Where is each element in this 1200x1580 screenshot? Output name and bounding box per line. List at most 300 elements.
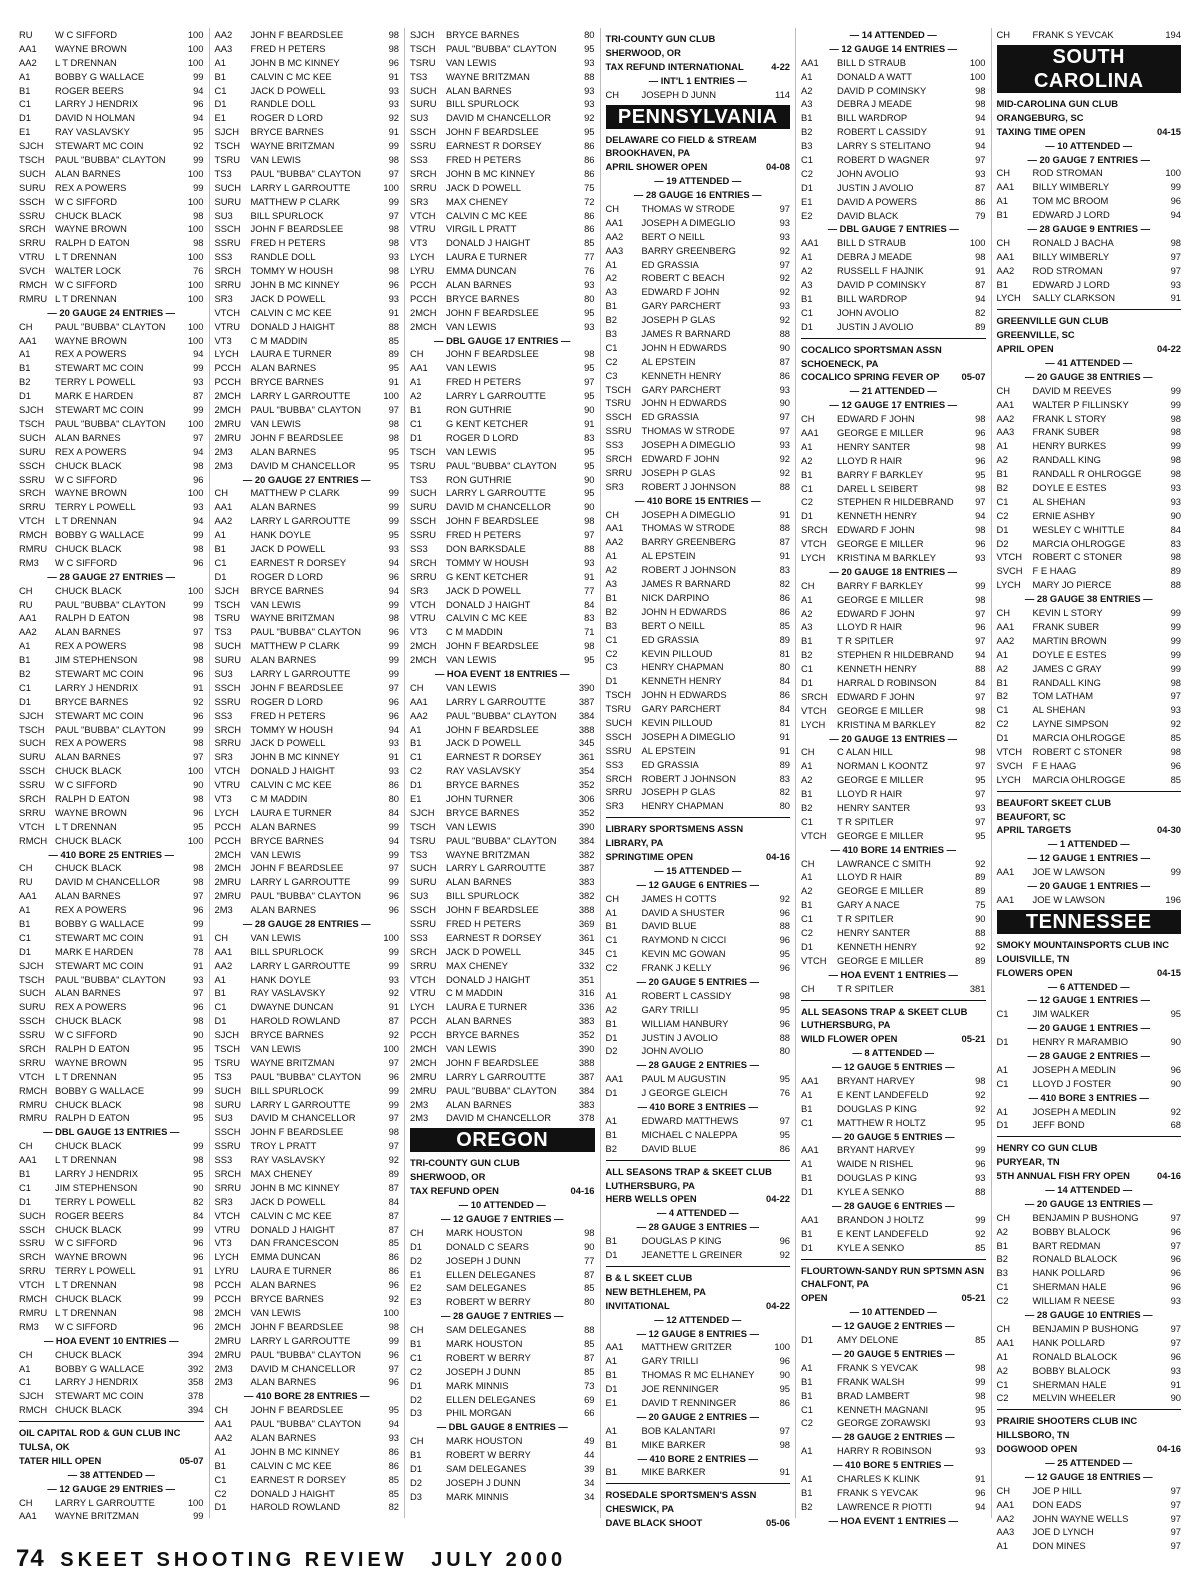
score: 99 bbox=[388, 640, 399, 652]
class-code: C1 bbox=[996, 495, 1009, 507]
result-row bbox=[606, 605, 791, 619]
club-location: ORANGEBURG, SC bbox=[996, 111, 1084, 123]
shooter-name: DOYLE E ESTES bbox=[1032, 482, 1107, 494]
score: 91 bbox=[584, 417, 595, 429]
event-subheading: — 20 GAUGE 13 ENTRIES — bbox=[1024, 1197, 1153, 1209]
score: 95 bbox=[193, 1056, 204, 1068]
score: 91 bbox=[975, 126, 986, 138]
shooter-name: AMY DELONE bbox=[837, 1334, 899, 1346]
result-row bbox=[801, 111, 986, 125]
score: 97 bbox=[388, 1056, 399, 1068]
class-code: CH bbox=[996, 1211, 1011, 1223]
class-code: C3 bbox=[605, 661, 618, 673]
result-row bbox=[215, 820, 400, 834]
shooter-name: WESLEY C WHITTLE bbox=[1032, 523, 1125, 535]
score: 100 bbox=[187, 584, 204, 596]
score: 98 bbox=[193, 1015, 204, 1027]
shooter-name: DAVID M CHANCELLOR bbox=[250, 459, 356, 471]
class-code: SS3 bbox=[410, 931, 428, 943]
club-name: HENRY CO GUN CLUB bbox=[996, 1142, 1098, 1154]
score: 85 bbox=[388, 1237, 399, 1249]
result-row bbox=[215, 389, 400, 403]
shooter-name: LARRY L GARROUTTE bbox=[250, 1098, 351, 1110]
shooter-name: DONALD J HAIGHT bbox=[446, 237, 531, 249]
shooter-name: LARRY L GARROUTTE bbox=[55, 1496, 155, 1508]
club-location: LUTHERSBURG, PA bbox=[605, 1179, 695, 1191]
shooter-name: FRED H PETERS bbox=[446, 529, 522, 541]
result-row bbox=[19, 1098, 204, 1112]
event-subheading: — 28 GAUGE 7 ENTRIES — bbox=[441, 1310, 564, 1322]
score: 99 bbox=[193, 529, 204, 541]
shooter-name: BRYCE BARNES bbox=[446, 29, 520, 40]
result-row bbox=[410, 1295, 595, 1309]
score: 87 bbox=[779, 536, 790, 548]
shooter-name: EDWARD J LORD bbox=[1032, 278, 1110, 290]
shooter-name: T R SPITLER bbox=[837, 913, 894, 925]
class-code: LYCH bbox=[410, 251, 435, 263]
class-code: SRRU bbox=[410, 959, 437, 971]
event-date: 05-06 bbox=[766, 1517, 790, 1529]
class-code: VTCH bbox=[801, 704, 827, 716]
result-row bbox=[19, 222, 204, 236]
result-row bbox=[215, 1028, 400, 1042]
shooter-name: LAWRANCE C SMITH bbox=[837, 857, 931, 869]
shooter-name: VAN LEWIS bbox=[446, 320, 497, 332]
class-code: VT3 bbox=[214, 792, 232, 804]
score: 98 bbox=[975, 1389, 986, 1401]
result-row bbox=[410, 1028, 595, 1042]
class-code: D1 bbox=[996, 1119, 1009, 1131]
score: 76 bbox=[193, 265, 204, 277]
class-code: B1 bbox=[410, 1449, 422, 1461]
class-code: AA1 bbox=[605, 216, 624, 228]
class-code: AA1 bbox=[996, 250, 1015, 262]
shooter-name: ALAN BARNES bbox=[55, 626, 121, 638]
shooter-name: SALLY CLARKSON bbox=[1032, 292, 1116, 304]
score: 87 bbox=[388, 1181, 399, 1193]
event-subheading: — 20 GAUGE 24 ENTRIES — bbox=[47, 306, 176, 318]
club-name: ALL SEASONS TRAP & SKEET CLUB bbox=[801, 1005, 968, 1017]
shooter-name: ALAN BARNES bbox=[446, 1098, 512, 1110]
score: 93 bbox=[975, 167, 986, 179]
score: 390 bbox=[578, 820, 595, 832]
result-row bbox=[606, 744, 791, 758]
class-code: B2 bbox=[605, 1142, 617, 1154]
score: 87 bbox=[584, 1351, 595, 1363]
score: 91 bbox=[1170, 1378, 1181, 1390]
shooter-name: DEBRA J MEADE bbox=[837, 251, 913, 263]
result-row bbox=[19, 667, 204, 681]
class-code: E1 bbox=[214, 112, 226, 124]
shooter-name: GEORGE E MILLER bbox=[837, 885, 924, 897]
shooter-name: L T DRENNAN bbox=[55, 251, 117, 263]
class-code: CH bbox=[19, 862, 33, 874]
shooter-name: ELLEN DELEGANES bbox=[446, 1393, 536, 1405]
result-row bbox=[606, 383, 791, 397]
result-row bbox=[19, 473, 204, 487]
class-code: CH bbox=[410, 348, 424, 360]
shooter-name: ALAN BARNES bbox=[55, 167, 121, 179]
score: 99 bbox=[388, 140, 399, 152]
shooter-name: VAN LEWIS bbox=[250, 848, 301, 860]
result-row bbox=[606, 688, 791, 702]
shooter-name: BOBBY G WALLACE bbox=[55, 70, 145, 82]
result-row bbox=[19, 556, 204, 570]
score: 91 bbox=[193, 959, 204, 971]
score: 93 bbox=[193, 376, 204, 388]
class-code: PCCH bbox=[410, 1029, 437, 1041]
result-row bbox=[19, 417, 204, 431]
result-row bbox=[410, 167, 595, 181]
shooter-name: SAM DELEGANES bbox=[446, 1282, 527, 1294]
score: 92 bbox=[1170, 1105, 1181, 1117]
result-row bbox=[215, 986, 400, 1000]
class-code: B1 bbox=[214, 987, 226, 999]
shooter-name: ALAN BARNES bbox=[446, 279, 512, 291]
shooter-name: JOHN F BEARDSLEE bbox=[250, 223, 344, 235]
score: 100 bbox=[383, 390, 399, 402]
class-code: RMCH bbox=[19, 279, 48, 291]
shooter-name: BRYCE BARNES bbox=[250, 834, 324, 846]
score: 97 bbox=[975, 690, 986, 702]
result-row bbox=[997, 453, 1182, 467]
class-code: E1 bbox=[410, 1268, 422, 1280]
result-row bbox=[606, 1368, 791, 1382]
score: 91 bbox=[1170, 292, 1181, 304]
class-code: B1 bbox=[605, 1017, 617, 1029]
score: 93 bbox=[1170, 704, 1181, 716]
class-code: C2 bbox=[801, 167, 813, 179]
class-code: SURU bbox=[19, 751, 46, 763]
class-code: D1 bbox=[19, 1195, 31, 1207]
result-row bbox=[410, 28, 595, 42]
result-row bbox=[19, 347, 204, 361]
shooter-name: MARY JO PIERCE bbox=[1032, 579, 1112, 591]
class-code: CH bbox=[996, 236, 1011, 248]
result-row bbox=[19, 792, 204, 806]
score: 85 bbox=[584, 1282, 595, 1294]
result-row bbox=[410, 250, 595, 264]
event-subheading: — DBL GAUGE 8 ENTRIES — bbox=[436, 1421, 568, 1433]
score: 89 bbox=[1170, 565, 1181, 577]
score: 93 bbox=[388, 84, 399, 96]
shooter-name: CHUCK BLACK bbox=[55, 1293, 122, 1305]
score: 90 bbox=[779, 1369, 790, 1381]
class-code: B1 bbox=[605, 1235, 617, 1247]
shooter-name: ALAN BARNES bbox=[250, 1431, 317, 1443]
shooter-name: JOHN F BEARDSLEE bbox=[250, 29, 344, 40]
result-row bbox=[801, 412, 986, 426]
class-code: SURU bbox=[214, 1098, 242, 1110]
score: 96 bbox=[388, 890, 399, 902]
score: 92 bbox=[975, 940, 986, 952]
class-code: C2 bbox=[410, 765, 422, 777]
class-code: C2 bbox=[801, 496, 813, 508]
shooter-name: AL EPSTEIN bbox=[641, 744, 696, 756]
score: 86 bbox=[779, 605, 790, 617]
result-row bbox=[997, 1322, 1182, 1336]
state-header: SOUTH CAROLINA bbox=[997, 45, 1182, 93]
result-row bbox=[801, 1213, 986, 1227]
score: 91 bbox=[779, 1466, 790, 1478]
class-code: SRCH bbox=[19, 1043, 46, 1055]
result-row bbox=[997, 509, 1182, 523]
score: 92 bbox=[779, 244, 790, 256]
class-code: C1 bbox=[605, 948, 618, 960]
score: 94 bbox=[193, 84, 204, 96]
shooter-name: BILLY WIMBERLY bbox=[1032, 250, 1110, 262]
class-code: SUCH bbox=[410, 862, 437, 874]
class-code: SSRU bbox=[214, 695, 241, 707]
shooter-name: JOHN B MC KINNEY bbox=[446, 167, 536, 179]
result-row bbox=[19, 514, 204, 528]
shooter-name: W C SIFFORD bbox=[55, 1237, 117, 1249]
class-code: SRCH bbox=[410, 556, 437, 568]
shooter-name: DOUGLAS P KING bbox=[837, 1172, 918, 1184]
shooter-name: CHUCK BLACK bbox=[55, 1015, 122, 1027]
result-row bbox=[19, 459, 204, 473]
result-row bbox=[19, 695, 204, 709]
score: 92 bbox=[388, 1154, 399, 1166]
score: 96 bbox=[193, 709, 204, 721]
class-code: C2 bbox=[996, 718, 1009, 730]
class-code: B1 bbox=[19, 918, 31, 929]
event-subheading: — 20 GAUGE 5 ENTRIES — bbox=[832, 1347, 955, 1359]
result-row bbox=[19, 750, 204, 764]
shoot-event bbox=[997, 1169, 1182, 1183]
class-code: C1 bbox=[605, 633, 618, 645]
class-code: CH bbox=[19, 584, 33, 596]
shooter-name: DON MINES bbox=[1032, 1540, 1086, 1552]
score: 98 bbox=[975, 593, 986, 605]
shooter-name: T R SPITLER bbox=[837, 982, 894, 994]
shooter-name: DAVID T RENNINGER bbox=[641, 1396, 737, 1408]
class-code: SURU bbox=[19, 445, 46, 457]
class-code: D2 bbox=[410, 1476, 422, 1488]
shooter-name: MARK HOUSTON bbox=[446, 1226, 523, 1238]
shooter-name: CALVIN C MC KEE bbox=[250, 70, 332, 82]
score: 98 bbox=[193, 737, 204, 749]
result-row bbox=[19, 1000, 204, 1014]
shooter-name: HENRY SANTER bbox=[837, 440, 911, 452]
score: 384 bbox=[578, 834, 595, 846]
class-code: 2MRU bbox=[214, 1348, 242, 1360]
result-row bbox=[410, 945, 595, 959]
score: 99 bbox=[193, 723, 204, 735]
shooter-name: MAX CHENEY bbox=[446, 195, 508, 207]
shooter-name: REX A POWERS bbox=[55, 181, 127, 193]
shooter-name: PAUL "BUBBA" CLAYTON bbox=[55, 417, 166, 429]
shooter-name: MAX CHENEY bbox=[446, 959, 508, 971]
club-location: CHALFONT, PA bbox=[801, 1278, 870, 1290]
shooter-name: JUSTIN J AVOLIO bbox=[641, 1031, 718, 1043]
class-code: D1 bbox=[605, 675, 618, 687]
result-row bbox=[997, 1225, 1182, 1239]
score: 98 bbox=[975, 746, 986, 758]
shooter-name: PAUL "BUBBA" CLAYTON bbox=[55, 598, 166, 610]
score: 96 bbox=[779, 1355, 790, 1367]
result-row bbox=[801, 607, 986, 621]
class-code: CH bbox=[410, 1324, 424, 1336]
score: 96 bbox=[1170, 1225, 1181, 1237]
shooter-name: FRANK J KELLY bbox=[641, 962, 712, 974]
result-row bbox=[19, 1153, 204, 1167]
result-row bbox=[410, 542, 595, 556]
score: 96 bbox=[1170, 1267, 1181, 1279]
result-row bbox=[215, 1111, 400, 1125]
score: 86 bbox=[388, 1445, 399, 1457]
class-code: A1 bbox=[19, 1362, 31, 1374]
class-code: B1 bbox=[605, 591, 617, 603]
event-subheading: — 20 GAUGE 1 ENTRIES — bbox=[1027, 880, 1150, 892]
class-code: PCCH bbox=[214, 820, 242, 832]
result-row bbox=[410, 695, 595, 709]
club-location: LUTHERSBURG, PA bbox=[801, 1019, 891, 1031]
score: 98 bbox=[779, 989, 790, 1001]
score: 97 bbox=[193, 431, 204, 443]
shooter-name: PAUL "BUBBA" CLAYTON bbox=[250, 1418, 362, 1430]
shooter-name: FRANK WALSH bbox=[837, 1375, 905, 1387]
result-row bbox=[801, 125, 986, 139]
result-row bbox=[410, 153, 595, 167]
score: 95 bbox=[779, 948, 790, 960]
shooter-name: GEORGE E MILLER bbox=[837, 704, 924, 716]
result-row bbox=[410, 584, 595, 598]
class-code: B1 bbox=[605, 920, 617, 932]
result-row bbox=[606, 933, 791, 947]
club-name: TRI-COUNTY GUN CLUB bbox=[605, 33, 716, 44]
shooter-name: LARRY L GARROUTTE bbox=[250, 667, 351, 679]
score: 85 bbox=[1170, 773, 1181, 785]
result-row bbox=[19, 1014, 204, 1028]
result-row bbox=[606, 1382, 791, 1396]
class-code: CH bbox=[410, 681, 424, 693]
shooter-name: W C SIFFORD bbox=[55, 1029, 117, 1041]
score: 98 bbox=[193, 459, 204, 471]
results-page bbox=[14, 28, 1186, 1552]
class-code: B1 bbox=[801, 1486, 813, 1498]
result-row bbox=[801, 139, 986, 153]
class-code: B1 bbox=[214, 542, 226, 554]
club-location: TULSA, OK bbox=[19, 1440, 70, 1452]
class-code: A1 bbox=[605, 1424, 617, 1436]
shooter-name: DOYLE E ESTES bbox=[1032, 648, 1107, 660]
club-location: SCHOENECK, PA bbox=[801, 357, 879, 369]
page-footer bbox=[16, 1545, 566, 1573]
result-row bbox=[801, 634, 986, 648]
shooter-name: WAYNE BRITZMAN bbox=[446, 848, 530, 860]
score: 91 bbox=[779, 550, 790, 562]
result-row bbox=[215, 1000, 400, 1014]
score: 97 bbox=[1170, 1322, 1181, 1334]
class-code: AA2 bbox=[410, 709, 428, 721]
score: 87 bbox=[975, 279, 986, 291]
result-row bbox=[606, 1031, 791, 1045]
class-code: D1 bbox=[996, 732, 1009, 744]
score: 86 bbox=[779, 1142, 790, 1154]
result-row bbox=[801, 676, 986, 690]
result-row bbox=[997, 893, 1182, 907]
shoot-event bbox=[997, 823, 1182, 837]
shooter-name: MARK HOUSTON bbox=[446, 1435, 523, 1447]
score: 90 bbox=[1170, 509, 1181, 521]
result-row bbox=[410, 486, 595, 500]
class-code: TSCH bbox=[19, 973, 45, 985]
score: 96 bbox=[975, 454, 986, 466]
result-row bbox=[801, 982, 986, 996]
shooter-name: MATTHEW P CLARK bbox=[250, 195, 340, 207]
score: 86 bbox=[779, 1396, 790, 1408]
class-code: A1 bbox=[214, 973, 226, 985]
score: 95 bbox=[1170, 1008, 1181, 1020]
result-row bbox=[215, 1487, 400, 1501]
class-code: SU3 bbox=[214, 1112, 233, 1124]
score: 93 bbox=[1170, 278, 1181, 290]
result-row bbox=[801, 884, 986, 898]
result-row bbox=[410, 70, 595, 84]
event-date: 4-22 bbox=[771, 60, 790, 72]
result-row bbox=[19, 528, 204, 542]
shooter-name: KEVIN PILLOUD bbox=[641, 647, 713, 659]
class-code: B1 bbox=[605, 1438, 617, 1450]
shooter-name: EDWARD F JOHN bbox=[837, 607, 915, 619]
event-subheading: — DBL GAUGE 7 ENTRIES — bbox=[827, 223, 959, 235]
result-row bbox=[606, 674, 791, 688]
result-row bbox=[410, 959, 595, 973]
shooter-name: TOMMY W HOUSH bbox=[250, 265, 333, 277]
class-code: VTCH bbox=[19, 820, 45, 832]
score: 86 bbox=[584, 140, 595, 152]
score: 82 bbox=[975, 718, 986, 730]
shooter-name: PAUL "BUBBA" CLAYTON bbox=[250, 890, 362, 902]
score: 92 bbox=[975, 1227, 986, 1239]
score: 92 bbox=[779, 1249, 790, 1260]
class-code: VTCH bbox=[410, 598, 436, 610]
score: 97 bbox=[779, 203, 790, 214]
result-row bbox=[997, 1035, 1182, 1049]
issue-date: JULY 2000 bbox=[431, 1549, 567, 1571]
class-code: B1 bbox=[996, 1239, 1008, 1251]
result-row bbox=[215, 584, 400, 598]
result-row bbox=[410, 195, 595, 209]
score: 49 bbox=[584, 1435, 595, 1447]
shooter-name: JAMES R BARNARD bbox=[641, 578, 731, 590]
result-row bbox=[997, 773, 1182, 787]
result-row bbox=[606, 702, 791, 716]
event-name: COCALICO SPRING FEVER OP bbox=[801, 371, 940, 383]
class-code: B2 bbox=[605, 314, 617, 326]
event-date: 04-22 bbox=[1157, 343, 1181, 355]
result-row bbox=[410, 1448, 595, 1462]
shooter-name: WAYNE BROWN bbox=[55, 487, 127, 499]
shooter-name: CHUCK BLACK bbox=[55, 1404, 122, 1416]
class-code: C1 bbox=[214, 1001, 227, 1013]
score: 90 bbox=[584, 473, 595, 485]
score: 93 bbox=[1170, 1364, 1181, 1376]
class-code: A2 bbox=[605, 272, 617, 284]
result-row bbox=[997, 550, 1182, 564]
result-row bbox=[606, 660, 791, 674]
class-code: B1 bbox=[19, 362, 31, 374]
score: 99 bbox=[193, 70, 204, 82]
class-code: B2 bbox=[801, 649, 813, 661]
class-code: VTCH bbox=[19, 1070, 45, 1082]
shooter-name: EARNEST R DORSEY bbox=[446, 751, 542, 763]
score: 387 bbox=[578, 695, 595, 707]
score: 95 bbox=[779, 1003, 790, 1015]
class-code: CH bbox=[996, 29, 1011, 40]
class-code: B1 bbox=[605, 300, 617, 312]
